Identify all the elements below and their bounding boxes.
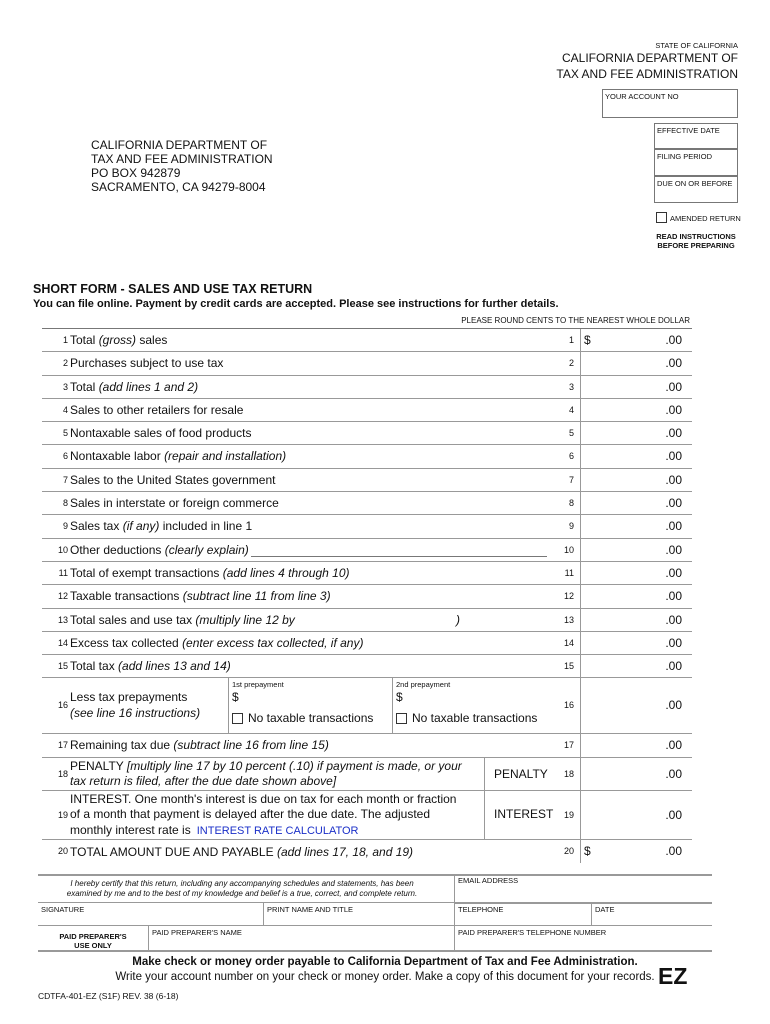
line-17-row <box>42 734 692 757</box>
second-prepayment-label: 2nd prepayment <box>396 680 451 690</box>
amended-return-checkbox[interactable] <box>656 212 667 223</box>
amount-value: .00 <box>665 356 682 371</box>
payment-instruction-1: Make check or money order payable to California Department of Tax and Fee Administration. <box>132 956 638 968</box>
payment-instruction-2: Write your account number on your check or money order. Make a copy of this document for your records. <box>115 971 655 983</box>
line-number: 11 <box>58 567 68 578</box>
line-description: Total (add lines 1 and 2) <box>70 379 199 394</box>
line-7-amount-field[interactable] <box>580 469 692 491</box>
line-6-row <box>42 445 692 468</box>
line-number: 1 <box>62 335 68 345</box>
line-5-amount-field[interactable] <box>580 422 692 444</box>
preparer-phone-field[interactable] <box>454 925 712 951</box>
line-ref: 12 <box>563 591 574 602</box>
first-prepayment-input[interactable]: $ <box>232 690 239 705</box>
line-13-row <box>42 609 692 632</box>
line-17-amount-field[interactable] <box>580 734 692 756</box>
line-1-row <box>42 329 692 352</box>
preparer-name-label: PAID PREPARER'S NAME <box>152 928 242 937</box>
line-number: 18 <box>57 768 68 779</box>
line-number: 6 <box>62 451 68 462</box>
telephone-field[interactable] <box>454 902 592 926</box>
line-ref: 13 <box>563 614 574 625</box>
line-9-amount-field[interactable] <box>580 515 692 537</box>
line-8-row <box>42 492 692 515</box>
print-name-label: PRINT NAME AND TITLE <box>267 905 353 914</box>
line-description: Excess tax collected (enter excess tax collected, if any) <box>70 635 364 650</box>
tax-lines-table <box>42 328 692 863</box>
form-title: SHORT FORM - SALES AND USE TAX RETURN <box>33 282 313 296</box>
certification-statement <box>42 879 442 899</box>
preparer-name-field[interactable] <box>148 925 455 951</box>
line-ref: 8 <box>568 498 574 509</box>
line-number: 7 <box>62 474 68 485</box>
line-ref: 14 <box>563 637 574 648</box>
address-line-1: CALIFORNIA DEPARTMENT OF <box>91 138 268 152</box>
line-number: 9 <box>62 521 68 532</box>
line-8-amount-field[interactable] <box>580 492 692 514</box>
line-description: Other deductions (clearly explain) <box>70 543 547 557</box>
line-description: Total (gross) sales <box>70 333 168 347</box>
line-ref: 11 <box>564 567 574 578</box>
line-number: 3 <box>62 381 68 392</box>
amount-value: .00 <box>665 698 682 713</box>
second-prepayment-cell <box>392 678 556 733</box>
line-ref: 1 <box>568 335 574 345</box>
print-name-field[interactable] <box>263 902 455 926</box>
line-3-amount-field[interactable] <box>580 376 692 398</box>
line-ref: 3 <box>568 381 574 392</box>
line-18-row <box>42 758 692 791</box>
preparer-phone-label: PAID PREPARER'S TELEPHONE NUMBER <box>458 928 607 937</box>
line-description: Sales to the United States government <box>70 472 276 487</box>
filing-period-label: FILING PERIOD <box>657 152 713 161</box>
line-number: 12 <box>57 591 68 602</box>
state-label: STATE OF CALIFORNIA <box>655 41 738 50</box>
line-number: 5 <box>62 428 68 439</box>
first-no-taxable-label: No taxable transactions <box>248 711 374 726</box>
line-19-row <box>42 791 692 840</box>
divider <box>38 874 712 876</box>
line-description: Sales in interstate or foreign commerce <box>70 496 279 511</box>
line-ref: 7 <box>568 474 574 485</box>
amount-value: .00 <box>665 542 682 557</box>
certification-line-1: I hereby certify that this return, including any accompanying schedules and statements, has been <box>70 879 414 888</box>
line-description: Remaining tax due (subtract line 16 from line 15) <box>70 738 329 753</box>
interest-label: INTEREST <box>494 806 554 821</box>
line-ref: 10 <box>563 544 574 555</box>
line-10-amount-field[interactable] <box>580 539 692 561</box>
email-field[interactable] <box>454 874 712 904</box>
line-1-amount-field[interactable] <box>580 329 692 351</box>
line-4-amount-field[interactable] <box>580 399 692 421</box>
amount-value: .00 <box>665 738 682 753</box>
effective-date-field[interactable] <box>654 123 738 149</box>
amount-value: .00 <box>665 333 682 347</box>
line-description: Total tax (add lines 13 and 14) <box>70 659 231 674</box>
line-number: 10 <box>57 544 68 555</box>
filing-period-field[interactable] <box>654 149 738 176</box>
dollar-sign: $ <box>584 843 591 858</box>
line-number: 2 <box>62 358 68 369</box>
tax-rate-close: ) <box>456 612 460 627</box>
second-no-taxable-checkbox[interactable] <box>396 713 407 724</box>
amount-value: .00 <box>665 565 682 580</box>
amended-return-label: AMENDED RETURN <box>670 214 741 223</box>
amount-value: .00 <box>665 612 682 627</box>
line-description: Less tax prepayments (see line 16 instructions) <box>70 690 201 721</box>
line-14-amount-field[interactable] <box>580 632 692 654</box>
line-2-row <box>42 352 692 375</box>
agency-line-1: CALIFORNIA DEPARTMENT OF <box>561 51 738 65</box>
form-number: CDTFA-401-EZ (S1F) REV. 38 (6-18) <box>38 991 179 1001</box>
penalty-label: PENALTY <box>494 766 548 781</box>
line-description: Sales tax (if any) included in line 1 <box>70 519 253 534</box>
line-number: 19 <box>57 809 68 820</box>
line-6-amount-field[interactable] <box>580 445 692 467</box>
date-label: DATE <box>595 905 615 914</box>
line-number: 15 <box>57 661 68 672</box>
line-number: 4 <box>62 404 68 415</box>
line-ref: 9 <box>568 521 574 532</box>
line-12-row <box>42 585 692 608</box>
amount-value: .00 <box>665 496 682 511</box>
amount-value: .00 <box>665 635 682 650</box>
dollar-sign: $ <box>584 333 591 347</box>
line-description: Sales to other retailers for resale <box>70 402 244 417</box>
preparer-use-only-cell <box>38 925 149 951</box>
line-number: 13 <box>57 614 68 625</box>
first-no-taxable-checkbox[interactable] <box>232 713 243 724</box>
amount-value: .00 <box>665 519 682 534</box>
account-number-field[interactable] <box>602 89 738 118</box>
line-3-row <box>42 376 692 399</box>
account-number-label: YOUR ACCOUNT NO <box>605 92 679 101</box>
amount-value: .00 <box>665 426 682 441</box>
line-19-amount-field[interactable] <box>580 791 692 839</box>
read-instructions-line-2: BEFORE PREPARING <box>657 241 735 250</box>
line-13-amount-field[interactable] <box>580 609 692 631</box>
line-description: Purchases subject to use tax <box>70 356 224 371</box>
line-16-amount-field[interactable] <box>580 678 692 733</box>
line-4-row <box>42 399 692 422</box>
line-description: Total of exempt transactions (add lines 4 through 10) <box>70 565 350 580</box>
line-description: Nontaxable sales of food products <box>70 426 252 441</box>
line-ref: 15 <box>563 661 574 672</box>
signature-field[interactable] <box>38 902 264 926</box>
amount-value: .00 <box>665 379 682 394</box>
line-ref: 5 <box>568 428 574 439</box>
signature-label: SIGNATURE <box>41 905 85 914</box>
line-20-amount-field[interactable] <box>580 840 692 863</box>
line-ref: 4 <box>568 404 574 415</box>
line-number: 8 <box>62 498 68 509</box>
line-number: 20 <box>57 845 68 856</box>
first-prepayment-cell <box>228 678 392 733</box>
line-number: 14 <box>57 637 68 648</box>
line-12-amount-field[interactable] <box>580 585 692 607</box>
line-14-row <box>42 632 692 655</box>
line-ref: 19 <box>563 809 574 820</box>
telephone-label: TELEPHONE <box>458 905 504 914</box>
mailing-address <box>91 138 273 194</box>
read-instructions-note <box>654 232 738 250</box>
agency-name <box>556 50 738 82</box>
agency-line-2: TAX AND FEE ADMINISTRATION <box>556 67 738 81</box>
line-description: TOTAL AMOUNT DUE AND PAYABLE (add lines 17, 18, and 19) <box>70 844 414 859</box>
interest-rate-calculator-link[interactable]: INTEREST RATE CALCULATOR <box>196 824 359 837</box>
line-16-row <box>42 678 692 734</box>
line-ref: 6 <box>568 451 574 462</box>
line-11-amount-field[interactable] <box>580 562 692 584</box>
line-description: INTEREST. One month's interest is due on tax for each month or fraction of a month that payment is delayed after the due date. The adjusted monthly interest rate is INTEREST RATE CALCULATOR <box>70 791 457 837</box>
certification-line-2: examined by me and to the best of my knowledge and belief is a true, correct, and complete return. <box>66 889 418 898</box>
amount-value: .00 <box>665 843 682 858</box>
line-number: 16 <box>57 700 68 711</box>
second-prepayment-input[interactable]: $ <box>396 690 403 705</box>
line-description: Nontaxable labor (repair and installation) <box>70 449 287 464</box>
rounding-note: PLEASE ROUND CENTS TO THE NEAREST WHOLE DOLLAR <box>461 316 690 325</box>
line-description: Taxable transactions (subtract line 11 from line 3) <box>70 589 331 604</box>
amount-value: .00 <box>665 402 682 417</box>
read-instructions-line-1: READ INSTRUCTIONS <box>656 232 736 241</box>
amount-value: .00 <box>665 449 682 464</box>
line-2-amount-field[interactable] <box>580 352 692 374</box>
address-line-3: PO BOX 942879 <box>91 166 181 180</box>
preparer-use-only-line-1: PAID PREPARER'S <box>59 932 127 941</box>
amount-value: .00 <box>665 807 682 822</box>
amount-value: .00 <box>665 659 682 674</box>
preparer-use-only-line-2: USE ONLY <box>74 941 112 950</box>
line-10-row <box>42 539 692 562</box>
due-date-field[interactable] <box>654 176 738 203</box>
amount-value: .00 <box>665 472 682 487</box>
line-number: 17 <box>57 740 68 751</box>
line-9-row <box>42 515 692 538</box>
date-field[interactable] <box>591 902 712 926</box>
line-ref: 20 <box>563 845 574 856</box>
line-20-row <box>42 840 692 863</box>
email-label: EMAIL ADDRESS <box>458 876 519 885</box>
line-description: Total sales and use tax (multiply line 12 by <box>70 612 295 627</box>
form-type-mark: EZ <box>658 963 688 989</box>
line-description: PENALTY [multiply line 17 by 10 percent (.10) if payment is made, or your tax return is filed, after the due date shown above] <box>70 758 462 788</box>
second-no-taxable-label: No taxable transactions <box>412 711 538 726</box>
line-ref: 2 <box>568 358 574 369</box>
line-ref: 18 <box>563 768 574 779</box>
address-line-4: SACRAMENTO, CA 94279-8004 <box>91 180 266 194</box>
effective-date-label: EFFECTIVE DATE <box>657 126 720 135</box>
line-7-row <box>42 469 692 492</box>
amount-value: .00 <box>665 766 682 781</box>
line-15-amount-field[interactable] <box>580 655 692 677</box>
line-11-row <box>42 562 692 585</box>
line-18-amount-field[interactable] <box>580 758 692 790</box>
form-subtitle: You can file online. Payment by credit cards are accepted. Please see instructions for further details. <box>33 298 559 310</box>
address-line-2: TAX AND FEE ADMINISTRATION <box>91 152 273 166</box>
divider <box>38 950 712 952</box>
due-date-label: DUE ON OR BEFORE <box>657 179 733 188</box>
line-15-row <box>42 655 692 678</box>
line-ref: 16 <box>563 700 574 711</box>
explanation-input[interactable] <box>251 545 547 557</box>
line-5-row <box>42 422 692 445</box>
line-ref: 17 <box>563 740 574 751</box>
amount-value: .00 <box>665 589 682 604</box>
first-prepayment-label: 1st prepayment <box>232 680 284 690</box>
